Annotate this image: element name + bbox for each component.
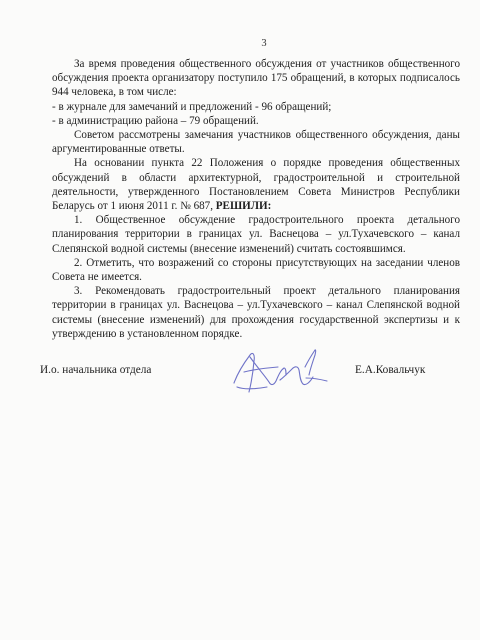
paragraph-decision-2: 2. Отметить, что возражений со стороны присутствующих на заседании членов Совета не имеется.	[52, 256, 460, 284]
decision-word: РЕШИЛИ:	[215, 200, 272, 213]
signature-name: Е.А.Ковальчук	[355, 364, 426, 376]
paragraph-decision-3: 3. Рекомендовать градостроительный проект детального планирования территории в границах ул. Васнецова – ул.Тухачевского – канал Слепянской водной системы (внесение изменений) для прохождения государственной экспертизы и к утверждению в установленном порядке.	[52, 285, 460, 340]
paragraph-council-review: Советом рассмотрены замечания участников общественного обсуждения, даны аргументированные ответы.	[52, 129, 460, 156]
paragraph-decision-1: 1. Общественное обсуждение градостроительного проекта детального планирования территории в границах ул. Васнецова – ул.Тухачевского – канал Слепянской водной системы (внесение изменений) считать состоявшимся.	[52, 214, 460, 255]
paragraph-journal: - в журнале для замечаний и предложений - 96 обращений;	[52, 100, 332, 113]
signature-title: И.о. начальника отдела	[40, 364, 152, 376]
paragraph-appeals: За время проведения общественного обсуждения от участников общественного обсуждения проекта организатору поступило 175 обращений, в которых подписалось 944 человека, в том числе:	[52, 58, 460, 99]
signature-image	[226, 339, 336, 409]
paragraph-basis	[52, 156, 460, 213]
page-number: 3	[261, 38, 267, 49]
signature-block	[40, 363, 460, 433]
paragraph-basis-text: На основании пункта 22 Положения о порядке проведения общественных обсуждений в области архитектурной, градостроительной и строительной деятельности, утвержденного Постановлением Совета Министров Республики Беларусь от 1 июня 2011 г. № 687,	[52, 157, 460, 213]
paragraph-administration: - в администрацию района – 79 обращений.	[52, 114, 259, 127]
document-body	[52, 57, 460, 341]
